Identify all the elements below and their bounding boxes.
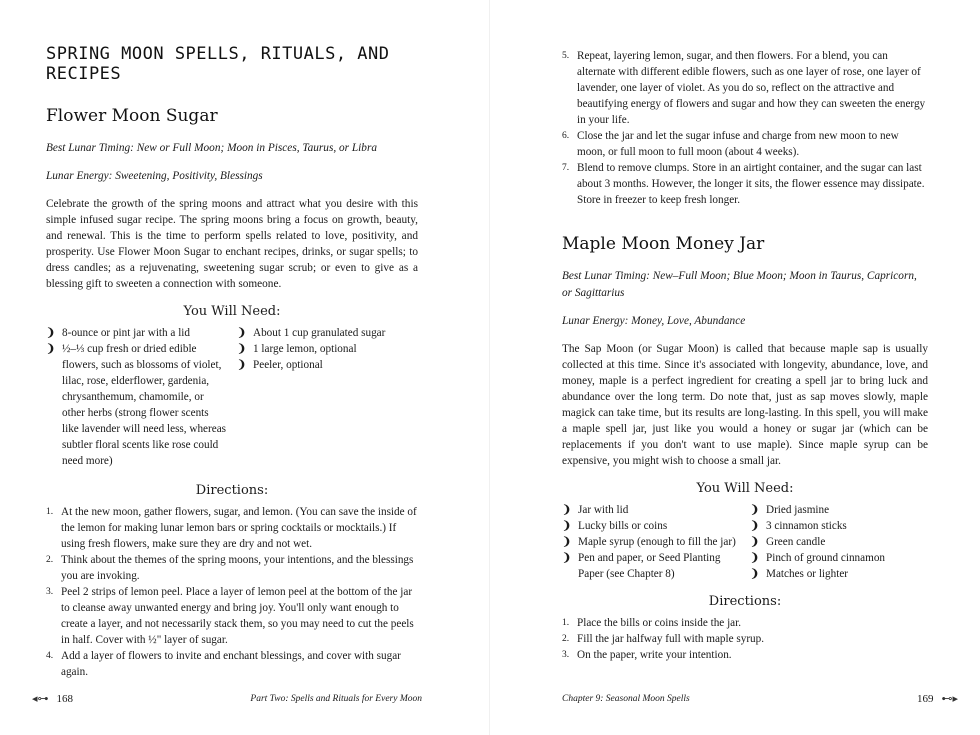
directions-heading: Directions: [195, 483, 269, 498]
ingredient-item [750, 566, 928, 582]
left-footer [32, 692, 422, 705]
right-page [490, 0, 980, 735]
page-number: 168 [56, 692, 74, 705]
step-number: 1. [46, 507, 54, 517]
arrow-left-icon: ◂⊶ [32, 693, 49, 705]
arrow-right-icon: ⊷▸ [941, 693, 958, 705]
moon-bullet-icon: ❩ [562, 536, 572, 548]
ingredient-item [562, 502, 740, 518]
ingredient-item [46, 325, 227, 341]
direction-step [46, 552, 418, 584]
step-text: Fill the jar halfway full with maple syrup. [577, 633, 765, 645]
lunar-energy: Lunar Energy: Sweetening, Positivity, Blessings [46, 170, 263, 182]
ingredient-text: Green candle [766, 536, 826, 548]
step-number: 5. [562, 51, 570, 61]
ingredients-column [750, 502, 928, 582]
lunar-energy: Lunar Energy: Money, Love, Abundance [562, 315, 746, 327]
moon-bullet-icon: ❩ [562, 552, 572, 564]
ingredient-text: About 1 cup granulated sugar [253, 327, 386, 339]
ingredient-item [750, 518, 928, 534]
moon-bullet-icon: ❩ [750, 536, 760, 548]
ingredient-text: Maple syrup (enough to fill the jar) [578, 536, 736, 548]
moon-bullet-icon: ❩ [46, 327, 56, 339]
ingredient-text: 8-ounce or pint jar with a lid [62, 327, 191, 339]
recipe-title-maple-moon-money-jar: Maple Moon Money Jar [562, 234, 765, 254]
ingredient-item [237, 325, 418, 341]
directions-list-continued [562, 48, 928, 208]
direction-step [562, 48, 928, 128]
ingredient-item [562, 518, 740, 534]
lunar-timing: Best Lunar Timing: New or Full Moon; Moon in Pisces, Taurus, or Libra [46, 142, 377, 154]
ingredients-column [46, 325, 227, 469]
page-number: 169 [916, 692, 934, 705]
ingredient-text: Pen and paper, or Seed Planting Paper (see Chapter 8) [578, 552, 721, 580]
moon-bullet-icon: ❩ [750, 568, 760, 580]
direction-step [562, 631, 928, 647]
step-number: 7. [562, 163, 570, 173]
ingredient-text: Matches or lighter [766, 568, 849, 580]
ingredient-text: Dried jasmine [766, 504, 830, 516]
step-text: Think about the themes of the spring moons, your intentions, and the blessings you are invoking. [61, 554, 414, 582]
recipe-title-flower-moon-sugar: Flower Moon Sugar [46, 106, 218, 126]
moon-bullet-icon: ❩ [237, 343, 247, 355]
direction-step [562, 647, 928, 663]
moon-bullet-icon: ❩ [750, 504, 760, 516]
step-text: Add a layer of flowers to invite and enchant blessings, and cover with sugar again. [61, 650, 401, 678]
step-number: 6. [562, 131, 570, 141]
ingredient-text: Pinch of ground cinnamon [766, 552, 886, 564]
directions-heading: Directions: [708, 594, 782, 609]
right-footer [562, 692, 958, 705]
you-will-need-heading: You Will Need: [183, 304, 281, 319]
direction-step [46, 584, 418, 648]
directions-list [46, 504, 418, 680]
ingredients-column [562, 502, 740, 582]
ingredients-column [237, 325, 418, 469]
step-text: Peel 2 strips of lemon peel. Place a layer of lemon peel at the bottom of the jar to cleanse away unwanted energy and bring joy. You'll only want enough to create a layer, and not necessarily stack them, so you may need to cut the peels in half. Cover with ½" layer of sugar. [61, 586, 414, 646]
running-head: Chapter 9: Seasonal Moon Spells [562, 693, 690, 704]
ingredient-item [562, 550, 740, 582]
step-text: Place the bills or coins inside the jar. [577, 617, 742, 629]
ingredient-text: 1 large lemon, optional [253, 343, 357, 355]
ingredient-item [562, 534, 740, 550]
you-will-need-heading: You Will Need: [696, 481, 794, 496]
ingredient-item [237, 357, 418, 373]
intro-paragraph: Celebrate the growth of the spring moons and attract what you desire with this simple infused sugar recipe. The spring moons bring a focus on growth, beauty, and renewal. This is the time to perform spells related to love, positivity, and prosperity. Use Flower Moon Sugar to enchant recipes, drinks, or sugar spells; to dress candles; as a rejuvenating, sweetening sugar scrub; or even to give as a blessing gift to sweeten a connection with someone. [46, 198, 418, 290]
ingredient-item [46, 341, 227, 469]
moon-bullet-icon: ❩ [562, 520, 572, 532]
moon-bullet-icon: ❩ [237, 359, 247, 371]
moon-bullet-icon: ❩ [46, 343, 56, 355]
direction-step [562, 615, 928, 631]
step-text: On the paper, write your intention. [577, 649, 732, 661]
direction-step [46, 648, 418, 680]
ingredient-item [237, 341, 418, 357]
ingredient-text: ½–⅓ cup fresh or dried edible flowers, such as blossoms of violet, lilac, rose, elderflower, gardenia, chrysanthemum, chamomile, or other herbs (strong flower scents like lavender will need less, whereas subtler floral scents like rose could need more) [62, 343, 227, 467]
ingredients-list [46, 325, 418, 469]
ingredient-text: 3 cinnamon sticks [766, 520, 847, 532]
ingredient-item [750, 502, 928, 518]
ingredient-text: Peeler, optional [253, 359, 323, 371]
directions-list [562, 615, 928, 663]
intro-paragraph: The Sap Moon (or Sugar Moon) is called that because maple sap is usually collected at this time. Since it's associated with longevity, abundance, love, and money, maple is a perfect ingredient for creating a spell jar to bring luck and abundance over the long term. Do note that, just as sap moves slowly, maple magick can take time, but its results are long-lasting. In this spell, you will make a maple spell jar, just like you would a honey or sugar jar (which can be replacements if you don't want to use maple). Since maple syrup can be expensive, you might wish to choose a small jar. [562, 343, 928, 467]
step-text: At the new moon, gather flowers, sugar, and lemon. (You can save the inside of the lemon for making lunar lemon bars or spring cocktails or mocktails.) If using fresh flowers, make sure they are dry and not wet. [61, 506, 417, 550]
moon-bullet-icon: ❩ [750, 552, 760, 564]
running-head: Part Two: Spells and Rituals for Every Moon [250, 693, 422, 704]
step-text: Repeat, layering lemon, sugar, and then flowers. For a blend, you can alternate with different edible flowers, such as one layer of rose, one layer of lavender, one layer of violet. As you do so, reflect on the attractive and beautifying energy of flowers and sugar and how they can sweeten the energy in your life. [577, 50, 926, 126]
step-number: 2. [562, 634, 570, 644]
section-title: SPRING MOON SPELLS, RITUALS, AND RECIPES [46, 44, 390, 84]
step-text: Close the jar and let the sugar infuse and charge from new moon to new moon, or full moon to full moon (about 4 weeks). [577, 130, 899, 158]
direction-step [562, 128, 928, 160]
moon-bullet-icon: ❩ [237, 327, 247, 339]
lunar-timing: Best Lunar Timing: New–Full Moon; Blue Moon; Moon in Taurus, Capricorn, or Sagittarius [562, 270, 917, 299]
moon-bullet-icon: ❩ [750, 520, 760, 532]
ingredient-item [750, 550, 928, 566]
step-text: Blend to remove clumps. Store in an airtight container, and the sugar can last about 3 months. However, the longer it sits, the flower essence may dissipate. Store in freezer to keep fresh longer. [577, 162, 925, 206]
step-number: 1. [562, 618, 570, 628]
moon-bullet-icon: ❩ [562, 504, 572, 516]
ingredient-text: Jar with lid [578, 504, 629, 516]
step-number: 2. [46, 555, 54, 565]
ingredients-list [562, 502, 928, 582]
direction-step [562, 160, 928, 208]
direction-step [46, 504, 418, 552]
step-number: 3. [562, 650, 570, 660]
ingredient-text: Lucky bills or coins [578, 520, 668, 532]
ingredient-item [750, 534, 928, 550]
step-number: 3. [46, 587, 54, 597]
step-number: 4. [46, 651, 54, 661]
